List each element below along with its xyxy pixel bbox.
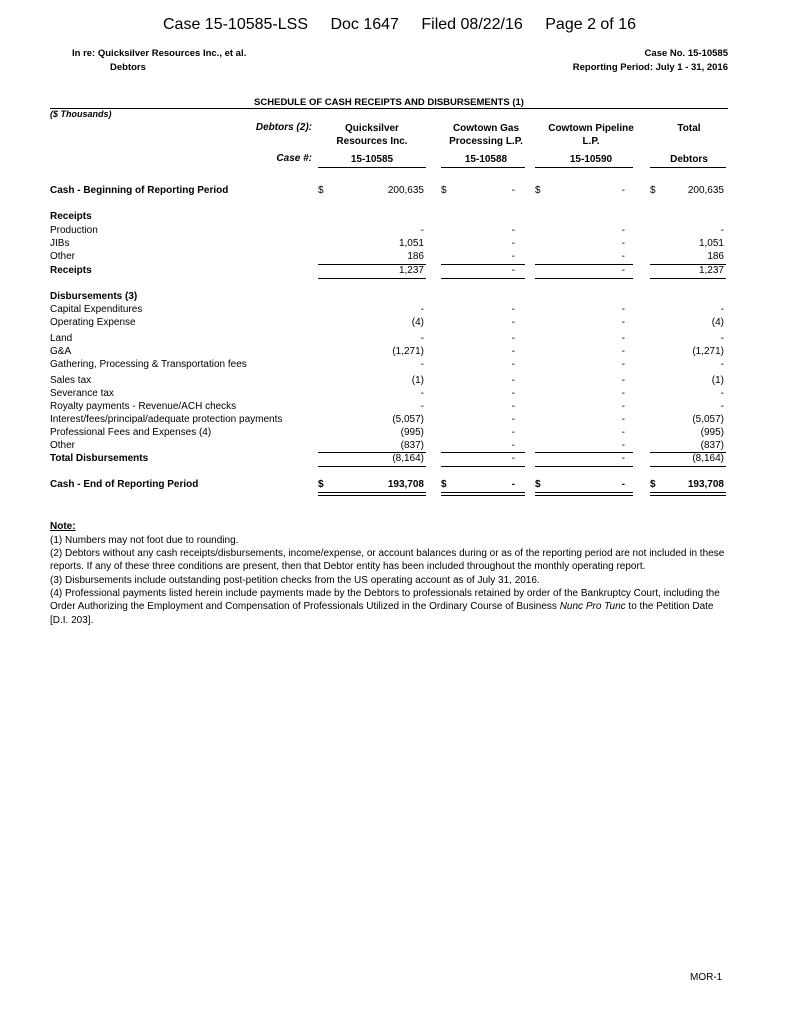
cell-value: - <box>720 359 724 370</box>
cell-value: (837) <box>400 440 424 451</box>
cell-value: - <box>420 225 424 236</box>
total-rule <box>535 466 633 467</box>
banner-doc: Doc 1647 <box>330 16 399 33</box>
value: 193,708 <box>387 479 424 490</box>
note-1: (1) Numbers may not foot due to rounding. <box>50 535 239 546</box>
cell-value: (1,271) <box>692 346 724 357</box>
cell-value: - <box>621 453 625 464</box>
banner-page: Page 2 of 16 <box>545 16 636 33</box>
row-label: Land <box>50 333 73 344</box>
cell-value: - <box>621 346 625 357</box>
section-label: Receipts <box>50 211 92 222</box>
row-label: Other <box>50 251 76 262</box>
dollar-sign: $ <box>318 185 324 196</box>
value: - <box>511 479 515 490</box>
cell-value: - <box>720 333 724 344</box>
cell-value: - <box>720 388 724 399</box>
note-4-text-b: to the Petition Date [D.I. 203]. <box>50 601 714 626</box>
in-re-label: In re: Quicksilver Resources Inc., et al. <box>72 48 247 59</box>
cell-value: (8,164) <box>692 453 724 464</box>
table-row <box>0 238 799 251</box>
case-number-quicksilver: 15-10585 <box>350 154 394 165</box>
debtors-label: Debtors <box>110 62 146 73</box>
cell-value: (995) <box>400 427 424 438</box>
note-3: (3) Disbursements include outstanding post-petition checks from the US operating account as of July 31, 2016. <box>50 575 540 586</box>
cell-value <box>650 479 724 490</box>
cell-value: 1,051 <box>698 238 724 249</box>
cell-value: 1,237 <box>398 265 424 276</box>
double-underline <box>650 492 726 496</box>
cell-value: (5,057) <box>692 414 724 425</box>
note-4-italic: Nunc Pro Tunc <box>559 601 626 613</box>
column-header-quicksilver: Quicksilver Resources Inc. <box>336 123 408 147</box>
cell-value: 1,051 <box>398 238 424 249</box>
form-footer: MOR-1 <box>690 972 723 983</box>
row-label: Cash - Beginning of Reporting Period <box>50 185 229 196</box>
row-label: Operating Expense <box>50 317 136 328</box>
dollar-sign: $ <box>441 185 447 196</box>
cell-value: - <box>511 346 515 357</box>
note-2: (2) Debtors without any cash receipts/disbursements, income/expense, or account balances during or as of the reporting period are not included in these reports. If any of these three conditions are present, then that Debtor entity has been included throughout the monthly operating report. <box>50 548 725 573</box>
table-row <box>0 388 799 401</box>
cell-value: - <box>511 401 515 412</box>
value: - <box>621 185 625 196</box>
value: - <box>511 185 515 196</box>
row-label: Cash - End of Reporting Period <box>50 479 199 490</box>
cell-value: - <box>420 388 424 399</box>
row-label: JIBs <box>50 238 70 249</box>
table-row <box>0 359 799 372</box>
dollar-sign: $ <box>318 479 324 490</box>
cell-value: (1,271) <box>392 346 424 357</box>
cell-value: - <box>511 333 515 344</box>
row-label: Professional Fees and Expenses (4) <box>50 427 212 438</box>
cell-value: - <box>511 414 515 425</box>
value: - <box>621 479 625 490</box>
row-label: Receipts <box>50 265 92 276</box>
table-row-disbursements-total <box>0 453 799 466</box>
cell-value <box>318 185 424 196</box>
cell-value: - <box>511 388 515 399</box>
cell-value: - <box>420 401 424 412</box>
row-label: Royalty payments - Revenue/ACH checks <box>50 401 237 412</box>
row-label: Interest/fees/principal/adequate protection payments <box>50 414 283 425</box>
cell-value: 1,237 <box>698 265 724 276</box>
cell-value: - <box>511 359 515 370</box>
cell-value: 186 <box>407 251 424 262</box>
table-row-receipts-total <box>0 265 799 278</box>
reporting-period: Reporting Period: July 1 - 31, 2016 <box>572 62 728 73</box>
cell-value: - <box>621 317 625 328</box>
header-rule <box>650 167 726 168</box>
cell-value: - <box>621 375 625 386</box>
cell-value: - <box>720 225 724 236</box>
cell-value: - <box>720 304 724 315</box>
cell-value: (1) <box>411 375 424 386</box>
double-underline <box>441 492 525 496</box>
cell-value: - <box>511 427 515 438</box>
cell-value: - <box>511 265 515 276</box>
cell-value: - <box>420 304 424 315</box>
cell-value: - <box>511 453 515 464</box>
row-label: Production <box>50 225 98 236</box>
note-4 <box>50 587 730 627</box>
total-rule <box>441 466 525 467</box>
row-label: Other <box>50 440 76 451</box>
note-4-text-a: (4) Professional payments listed herein include payments made by the Debtors to professionals retained by order of the Bankruptcy Court, including the Order Authorizing the Employment and Compensation of Professionals Utilized in the Ordinary Course of Business <box>50 588 720 613</box>
dollar-sign: $ <box>535 479 541 490</box>
table-row <box>0 375 799 388</box>
cell-value: (995) <box>700 427 724 438</box>
cell-value <box>318 479 424 490</box>
row-label: Capital Expenditures <box>50 304 143 315</box>
table-row <box>0 304 799 317</box>
cell-value <box>441 479 515 490</box>
case-number-cowtown-gas: 15-10588 <box>464 154 508 165</box>
total-rule <box>318 278 426 279</box>
case-row-label: Case #: <box>276 153 312 164</box>
table-row <box>0 251 799 264</box>
cell-value: - <box>621 359 625 370</box>
cell-value: (4) <box>411 317 424 328</box>
case-number: Case No. 15-10585 <box>644 48 728 59</box>
table-row <box>0 317 799 330</box>
cell-value: - <box>511 375 515 386</box>
case-number-cowtown-pipeline: 15-10590 <box>569 154 613 165</box>
row-label: Sales tax <box>50 375 92 386</box>
banner-case: Case 15-10585-LSS <box>163 16 308 33</box>
dollar-sign: $ <box>441 479 447 490</box>
section-header-receipts <box>0 211 799 224</box>
value: 193,708 <box>687 479 724 490</box>
cell-value: - <box>420 359 424 370</box>
column-header-cowtown-pipeline: Cowtown Pipeline L.P. <box>548 123 634 147</box>
cell-value: (5,057) <box>392 414 424 425</box>
cell-value: - <box>621 414 625 425</box>
cell-value: (8,164) <box>392 453 424 464</box>
value: 200,635 <box>687 185 724 196</box>
cell-value: - <box>420 333 424 344</box>
dollar-sign: $ <box>650 479 656 490</box>
units-label: ($ Thousands) <box>50 109 112 119</box>
table-row <box>0 346 799 359</box>
total-rule <box>650 466 726 467</box>
banner-filed: Filed 08/22/16 <box>421 16 523 33</box>
header-rule <box>535 167 633 168</box>
cell-value: (4) <box>711 317 724 328</box>
header-rule <box>441 167 525 168</box>
dollar-sign: $ <box>535 185 541 196</box>
row-label: Total Disbursements <box>50 453 149 464</box>
cell-value: - <box>511 238 515 249</box>
table-row-beginning-cash <box>0 185 799 198</box>
cell-value <box>535 185 625 196</box>
row-label: G&A <box>50 346 72 357</box>
row-label: Severance tax <box>50 388 114 399</box>
section-header-disbursements <box>0 291 799 304</box>
cell-value: 186 <box>707 251 724 262</box>
column-header-total: Total <box>677 123 701 134</box>
total-rule <box>535 278 633 279</box>
notes-title: Note: <box>50 521 76 532</box>
table-row <box>0 427 799 440</box>
row-label: Gathering, Processing & Transportation fees <box>50 359 247 370</box>
cell-value: - <box>621 251 625 262</box>
cell-value: - <box>511 317 515 328</box>
cell-value: - <box>621 265 625 276</box>
cell-value: - <box>621 238 625 249</box>
cell-value: - <box>621 388 625 399</box>
table-row-ending-cash <box>0 479 799 492</box>
debtors-row-label: Debtors (2): <box>255 122 312 133</box>
title-rule <box>50 108 728 109</box>
total-rule <box>650 278 726 279</box>
column-header-cowtown-gas: Cowtown Gas Processing L.P. <box>449 123 523 147</box>
cell-value: - <box>621 427 625 438</box>
cell-value <box>535 479 625 490</box>
cell-value: - <box>511 225 515 236</box>
cell-value: - <box>511 440 515 451</box>
schedule-title: SCHEDULE OF CASH RECEIPTS AND DISBURSEMENTS (1) <box>254 97 524 108</box>
total-rule <box>441 278 525 279</box>
dollar-sign: $ <box>650 185 656 196</box>
double-underline <box>318 492 426 496</box>
cell-value: - <box>511 251 515 262</box>
total-rule <box>318 466 426 467</box>
cell-value: - <box>511 304 515 315</box>
cell-value <box>650 185 724 196</box>
header-rule <box>318 167 426 168</box>
cell-value: - <box>621 225 625 236</box>
table-row <box>0 414 799 427</box>
double-underline <box>535 492 633 496</box>
section-label: Disbursements (3) <box>50 291 138 302</box>
cell-value: - <box>621 304 625 315</box>
cell-value: - <box>621 333 625 344</box>
case-number-total: Debtors <box>670 154 708 165</box>
value: 200,635 <box>387 185 424 196</box>
cell-value: - <box>621 440 625 451</box>
cell-value: - <box>720 401 724 412</box>
cell-value <box>441 185 515 196</box>
table-row <box>0 333 799 346</box>
court-filing-banner <box>0 16 799 34</box>
cell-value: (837) <box>700 440 724 451</box>
cell-value: - <box>621 401 625 412</box>
cell-value: (1) <box>711 375 724 386</box>
table-row <box>0 225 799 238</box>
table-row <box>0 401 799 414</box>
